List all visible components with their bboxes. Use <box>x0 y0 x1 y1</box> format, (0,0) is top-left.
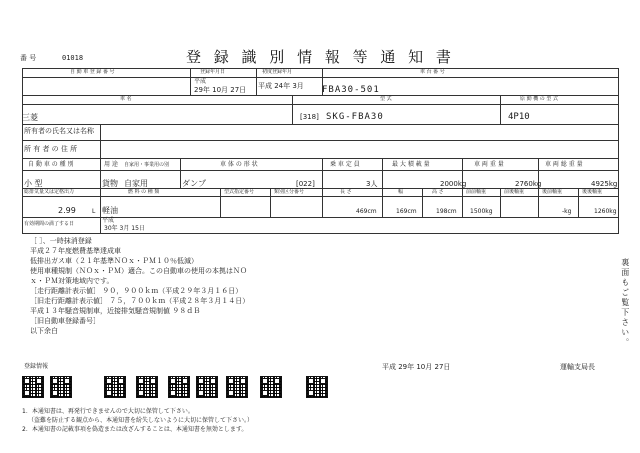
engine-value: 4P10 <box>508 112 530 122</box>
width-header: 幅 <box>398 189 404 195</box>
remark-line: ［旧自動車登録番号］ <box>30 317 100 325</box>
divider <box>22 124 619 125</box>
remark-line: 以下余白 <box>30 327 58 335</box>
divider <box>180 158 181 188</box>
car-name-value: 三菱 <box>22 113 38 122</box>
footer-note: （盗難を防止する観点から、本通知書を紛失しないように大切に保管して下さい。） <box>28 417 254 424</box>
category-number-header: 類別区分番号 <box>274 189 305 195</box>
divider <box>270 188 271 217</box>
model-value: SKG-FBA30 <box>326 112 384 122</box>
first-reg-value: 平成 24年 3月 <box>258 82 304 90</box>
model-code: [318] <box>300 113 319 121</box>
divider <box>22 158 619 159</box>
use-value: 貨物 <box>102 179 118 188</box>
divider <box>382 188 383 217</box>
issue-date: 平成 29年 10月 27日 <box>382 363 451 371</box>
qr-code <box>226 376 248 398</box>
vehicle-weight-value: 2760kg <box>515 180 542 188</box>
fuel-value: 軽油 <box>102 206 118 215</box>
rr-axle-header: 後後軸重 <box>582 189 603 195</box>
divider <box>100 188 101 217</box>
r-axle-value: 1260kg <box>594 208 617 215</box>
divider <box>220 188 221 217</box>
displacement-value: 2.99 <box>58 206 76 215</box>
car-name-label: 車 名 <box>120 96 132 102</box>
divider <box>578 188 579 217</box>
divider <box>22 77 619 78</box>
max-load-header: 最 大 積 載 量 <box>392 161 430 168</box>
max-load-value: 2000kg <box>440 180 467 188</box>
qr-code <box>306 376 328 398</box>
first-reg-label: 初度登録年月 <box>262 69 293 75</box>
remark-line: ［走行距離計表示値］ ９０，９００ｋｍ（平成２９年３月１６日） <box>30 287 243 295</box>
remark-line: 平成２７年度燃費基準達成車 <box>30 247 121 255</box>
reg-date-era: 平成 <box>194 78 207 85</box>
divider <box>382 158 383 188</box>
remark-line: ［ ］、一時抹消登録 <box>30 237 92 245</box>
remark-line: ［旧走行距離計表示値］ ７５，７００ｋｍ（平成２８年３月１４日） <box>30 297 250 305</box>
type-value: 小 型 <box>24 179 43 188</box>
f-axle-value: -kg <box>562 208 572 215</box>
f-axle-header: 前後軸重 <box>504 189 525 195</box>
expiry-era: 平成 <box>102 217 115 224</box>
remark-line: 低排出ガス車（２１年基準ＮＯｘ・ＰＭ１０％低減） <box>30 257 198 265</box>
remark-line: 使用車種規制（ＮＯｘ・ＰＭ）適合。この自動車の使用の本拠はＮＯ <box>30 267 247 275</box>
width-value: 169cm <box>396 208 417 215</box>
remark-line: ｘ・ＰＭ対策地域内です。 <box>30 277 114 285</box>
divider <box>538 188 539 217</box>
divider <box>22 104 619 105</box>
divider <box>256 68 257 95</box>
qr-code <box>260 376 282 398</box>
number-label: 番 号 <box>20 54 37 62</box>
qr-code <box>136 376 158 398</box>
document-title: 登 録 識 別 情 報 等 通 知 書 <box>186 48 455 66</box>
expiry-label: 有効期間の満了する日 <box>24 221 75 227</box>
capacity-value: 3人 <box>366 180 378 188</box>
height-value: 198cm <box>436 208 457 215</box>
divider <box>100 124 101 158</box>
divider <box>500 188 501 217</box>
vin-value: FBA30-501 <box>322 85 380 95</box>
fuel-header: 燃 料 の 種 類 <box>128 189 160 195</box>
body-value: ダンプ <box>182 179 207 188</box>
gross-weight-header: 車 両 総 重 量 <box>545 161 583 168</box>
qr-code <box>22 376 44 398</box>
divider <box>22 188 619 189</box>
use-sub-header: 自家用・事業用の別 <box>124 162 170 168</box>
reg-date-value: 29年 10月 27日 <box>194 86 247 94</box>
number-value: 01018 <box>62 54 84 62</box>
divider <box>100 217 101 234</box>
capacity-header: 乗 車 定 員 <box>330 161 360 168</box>
divider <box>190 68 191 95</box>
body-code: [022] <box>296 180 315 188</box>
vehicle-weight-header: 車 両 重 量 <box>474 161 504 168</box>
qr-code <box>168 376 190 398</box>
reg-number-label: 自 動 車 登 録 番 号 <box>70 69 115 75</box>
qr-code <box>104 376 126 398</box>
displacement-header: 総排気量又は定格出力 <box>24 189 75 195</box>
type-header: 自 動 車 の 種 別 <box>28 161 74 168</box>
engine-label: 原 動 機 の 型 式 <box>520 96 558 102</box>
divider <box>322 188 323 217</box>
office-label: 運輸支局長 <box>560 363 595 371</box>
r-axle-header: 後前軸重 <box>542 189 563 195</box>
qr-label: 登録情報 <box>24 363 49 370</box>
expiry-date: 30年 3月 15日 <box>104 225 145 232</box>
divider <box>22 170 619 171</box>
type-designation-header: 型式指定番号 <box>224 189 255 195</box>
reg-date-label: 登録年月日 <box>200 69 226 75</box>
divider <box>292 95 293 124</box>
divider <box>22 140 619 141</box>
footer-note: 1．本通知書は、再発行できませんので大切に保管して下さい。 <box>22 408 194 415</box>
ff-axle-value: 1500kg <box>470 208 493 215</box>
qr-code <box>50 376 72 398</box>
divider <box>500 95 501 124</box>
use-header: 用 途 <box>104 161 118 168</box>
gross-weight-value: 4925kg <box>591 180 618 188</box>
owner-address-label: 所 有 者 の 住 所 <box>24 145 78 153</box>
private-value: 自家用 <box>124 179 148 188</box>
length-value: 469cm <box>356 208 377 215</box>
model-label: 型 式 <box>380 96 392 102</box>
qr-code <box>196 376 218 398</box>
remark-line: 平成１３年騒音規制車，近接排気騒音規制値 ９８ｄＢ <box>30 307 201 315</box>
height-header: 高 さ <box>432 189 444 195</box>
divider <box>322 158 323 188</box>
owner-name-label: 所有者の氏名又は名称 <box>24 127 94 135</box>
divider <box>462 188 463 217</box>
ff-axle-header: 前前軸重 <box>466 189 487 195</box>
length-header: 長 さ <box>340 189 352 195</box>
divider <box>422 188 423 217</box>
divider <box>100 158 101 188</box>
body-header: 車 体 の 形 状 <box>220 161 258 168</box>
vin-label: 車 台 番 号 <box>420 69 445 75</box>
displacement-unit: L <box>92 208 96 215</box>
divider <box>22 196 619 197</box>
footer-note: 2．本通知書の記載事項を偽造または改ざんすることは、本通知書を無効とします。 <box>22 426 248 433</box>
side-note: 裏面もご覧下さい。 <box>620 258 630 348</box>
